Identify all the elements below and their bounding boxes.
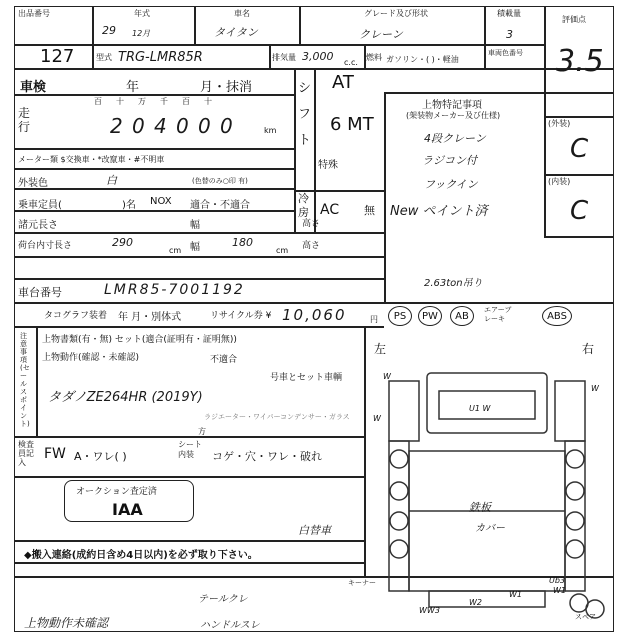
fw-label: FW (44, 446, 66, 462)
unit-0: 百 (94, 97, 102, 106)
cargo-len-unit: cm (169, 246, 182, 255)
aircon-value: AC (320, 202, 340, 218)
model-name: タイタン (214, 26, 258, 39)
spec-len-label: 諸元長さ (18, 220, 58, 231)
digit-5: 0 (220, 114, 233, 138)
digit-1: 0 (132, 114, 145, 138)
chassis-number: LMR85-7001192 (104, 282, 245, 298)
feature-line-1: 4段クレーン (424, 132, 486, 145)
tacho-ym: 年 月・別体式 (118, 312, 182, 323)
notes-side-small: 方 (198, 427, 206, 436)
aircon-label: 冷房 (298, 192, 309, 219)
score-value: 3.5 (556, 44, 604, 79)
unit-4: 百 (182, 97, 190, 106)
mark-1: W (373, 414, 381, 423)
cargo-height-label: 高さ (302, 241, 321, 251)
cargo-width-unit: cm (276, 246, 289, 255)
feature-line-2: ラジコン付 (422, 154, 477, 167)
digit-2: 4 (154, 114, 167, 138)
unit-5: 十 (204, 97, 212, 106)
diagram-left: 左 (374, 342, 387, 356)
fuel-label: 燃料 (366, 53, 382, 62)
unit-2: 万 (138, 97, 146, 106)
shaken-month: 月・抹消 (200, 80, 253, 95)
ab-badge: AB (450, 306, 474, 326)
stamp-title: オークション査定済 (76, 487, 157, 497)
notes-op: 上物動作(確認・未確認) (42, 353, 140, 363)
notes-linked: 号車とセット車輌 (270, 373, 343, 383)
mark-6: W1 (509, 590, 522, 599)
delivery-note: ◆搬入連絡(成約日含め4日以内)を必ず取り下さい。 (24, 550, 258, 561)
cargo-len-value: 290 (112, 236, 133, 249)
digit-3: 0 (176, 114, 189, 138)
displacement-label: 排気量 (272, 53, 296, 62)
mark-7: Ub3 (549, 576, 566, 585)
unit-1: 十 (116, 97, 124, 106)
white-change-label: 白替車 (298, 524, 331, 537)
shaken-label: 車検 (20, 80, 47, 95)
score-label: 評価点 (562, 15, 586, 24)
iaa-logo: IAA (112, 500, 143, 519)
pw-badge: PW (418, 306, 442, 326)
mileage-label: 走行 (18, 106, 31, 134)
bottom-note-3: 上物動作未確認 (24, 616, 109, 630)
unit-3: 千 (160, 97, 168, 106)
aux-label: コンデンサー・ガラス (280, 413, 350, 421)
mark-3: W (591, 384, 599, 393)
year-value: 29 (102, 24, 116, 37)
cover-label: カバー (475, 523, 505, 534)
seat-label: 乗車定員( (18, 200, 62, 211)
model-code: TRG-LMR85R (118, 50, 203, 65)
ext-color-value: 白 (106, 174, 117, 187)
recycle-value: 10,060 (282, 306, 347, 324)
model-name-label: 車名 (234, 9, 250, 18)
mark-4: WW3 (419, 606, 440, 615)
inspector-label: 検査員記入 (18, 440, 34, 467)
year-label: 年式 (134, 9, 150, 18)
notes-side-label: 注意事項(セールスポイント) (20, 332, 30, 428)
radio-remote: ラジエーター・ワイパー (204, 413, 281, 421)
auction-sheet (14, 6, 614, 632)
mark-2: U1 W (469, 404, 491, 413)
shift-mt: 6 MT (330, 114, 374, 135)
cargo-width-value: 180 (232, 236, 253, 249)
grade-value: クレーン (359, 28, 403, 41)
vehicle-diagram (369, 361, 609, 621)
model-code-label: 型式 (96, 53, 112, 62)
chassis-label: 車台番号 (18, 286, 62, 299)
features-title: 上物特記事項 (422, 100, 482, 111)
color-code-label: 車両色番号 (488, 49, 523, 57)
digit-0: 2 (110, 114, 123, 138)
special-label: 特殊 (318, 160, 338, 171)
spec-height-label: 高さ (302, 219, 321, 229)
km-label: km (264, 126, 277, 135)
spec-width-label: 幅 (190, 220, 200, 231)
notes-incompat: 不適合 (210, 355, 238, 365)
feature-line-4: New ペイント済 (390, 204, 488, 219)
iron-plate-label: 鉄板 (469, 501, 491, 514)
cc-label: c.c. (344, 58, 358, 67)
ps-badge: PS (388, 306, 412, 326)
ext-color-label: 外装色 (18, 178, 48, 189)
crane-model: タダノZE264HR (2019Y) (48, 390, 203, 405)
shift-label: シフト (298, 81, 312, 148)
air-brake-label: エアーブレーキ (484, 306, 512, 323)
displacement-value: 3,000 (302, 50, 334, 63)
aircon-none: 無 (364, 204, 375, 217)
meter-row: メーター類 $交換車・*改竄車・#不明車 (18, 155, 165, 164)
doors-value: 3 (506, 28, 513, 41)
feature-line-3: フックイン (424, 178, 478, 191)
shift-at: AT (332, 72, 354, 93)
abs-badge: ABS (542, 306, 572, 326)
nox-label: NOX (150, 196, 172, 207)
cargo-len-label: 荷台内寸長さ (18, 241, 73, 251)
month-value: 12月 (132, 29, 151, 38)
ext-grade-label: (外装) (548, 119, 571, 128)
feature-line-5: 2.63ton吊り (424, 278, 483, 289)
shaken-year: 年 (126, 80, 140, 95)
tacho-label: タコグラフ装着 (44, 311, 108, 321)
color-change: (色替のみ○印 有) (192, 177, 248, 185)
seat-interior-label: シート内装 (178, 440, 202, 459)
mark-8: W1 (553, 586, 566, 595)
cargo-width-label: 幅 (190, 242, 200, 253)
digit-4: 0 (198, 114, 211, 138)
mark-0: W (383, 372, 391, 381)
nox-value: 適合・不適合 (190, 200, 250, 211)
ext-grade-value: C (570, 134, 589, 164)
seat-unit: )名 (122, 200, 136, 211)
fuel-marks: ガソリン・( )・軽油 (386, 55, 459, 64)
notes-docs: 上物書類(有・無) セット(適合(証明有・証明無)) (42, 335, 237, 345)
int-grade-value: C (570, 196, 589, 226)
bottom-note-1: テールクレ (198, 594, 248, 605)
bottom-note-2: ハンドルスレ (200, 620, 260, 631)
int-grade-label: (内装) (548, 177, 571, 186)
spare-label: スペア (575, 613, 596, 621)
doors-label: 積載量 (497, 9, 521, 18)
recycle-label: リサイクル券 ¥ (210, 311, 272, 321)
diagram-right: 右 (582, 342, 595, 356)
features-subtitle: (架装物メーカー及び仕様) (406, 111, 501, 120)
seat-interior-marks: コゲ・穴・ワレ・破れ (212, 450, 322, 463)
fw-marks: A・ワレ( ) (74, 450, 127, 463)
corner-label: キーナー (348, 579, 376, 587)
recycle-unit: 円 (370, 315, 378, 324)
lot-label: 出品番号 (18, 9, 50, 18)
grade-label: グレード及び形状 (364, 9, 428, 18)
mark-5: W2 (469, 598, 482, 607)
lot-number: 127 (40, 46, 75, 67)
